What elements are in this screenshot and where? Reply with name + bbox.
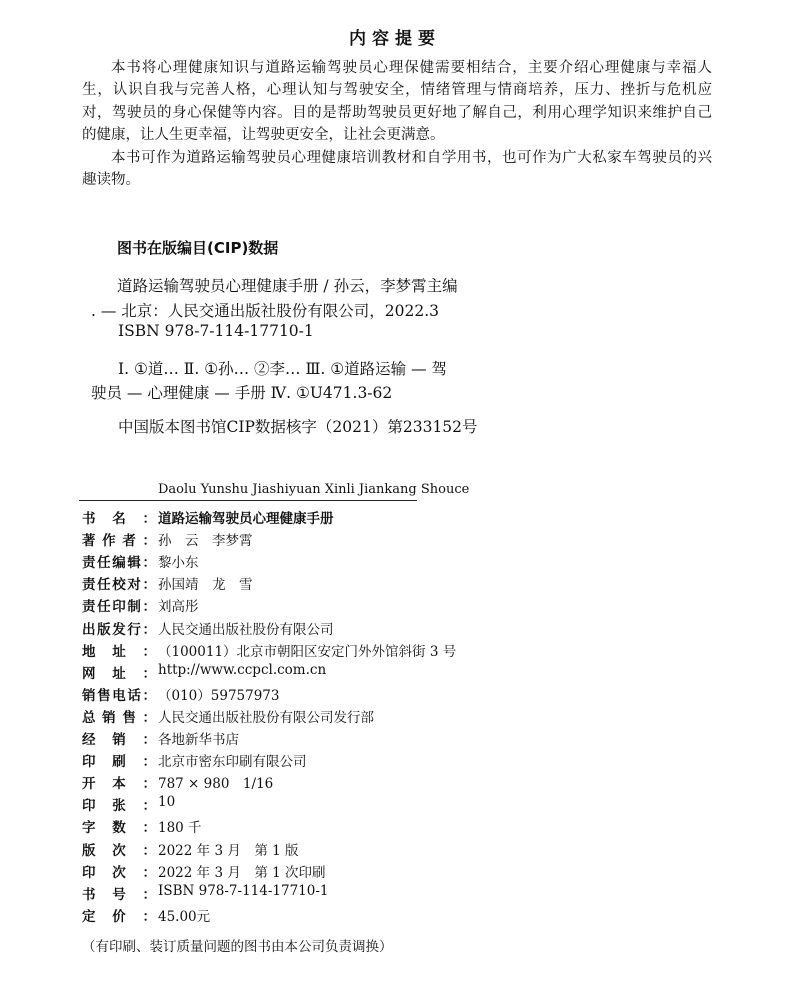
- colophon-label: 定 价 ：: [82, 908, 156, 925]
- colophon-value: 孙国靖 龙 雪: [158, 577, 253, 594]
- colophon-label: 责 任 印 制 ：: [82, 599, 156, 616]
- cip-line: 道路运输驾驶员心理健康手册 / 孙云，李梦霄主编: [117, 277, 458, 295]
- colophon-value: 孙 云 李梦霄: [158, 533, 253, 550]
- cip-line: 中国版本图书馆CIP数据核字（2021）第233152号: [118, 418, 478, 436]
- summary-line: 本书可作为道路运输驾驶员心理健康培训教材和自学用书，也可作为广大私家车驾驶员的兴: [111, 150, 712, 166]
- colophon-label: 书 名 ：: [82, 511, 156, 527]
- summary-title: 内容提要: [349, 29, 441, 49]
- summary-paragraph-1: [82, 57, 712, 146]
- colophon-label: 总 销 售 ：: [82, 709, 156, 726]
- summary-paragraph-2: [82, 147, 712, 192]
- colophon-value: 刘高彤: [158, 599, 199, 616]
- colophon-label: 经 销 ：: [82, 732, 156, 748]
- colophon-label: 著 作 者 ：: [82, 533, 156, 550]
- colophon-value: 道路运输驾驶员心理健康手册: [158, 511, 334, 527]
- colophon-value: 787 × 980 1/16: [158, 776, 274, 793]
- colophon-value: 10: [158, 794, 176, 811]
- colophon-value: 2022 年 3 月 第 1 版: [158, 842, 299, 859]
- cip-line: 驶员 — 心理健康 — 手册 Ⅳ. ①U471.3-62: [91, 384, 393, 402]
- colophon-label: 字 数 ：: [82, 820, 156, 837]
- colophon-label: 销 售 电 话 ：: [82, 687, 156, 704]
- colophon-value: 人民交通出版社股份有限公司发行部: [158, 709, 374, 726]
- cip-line: ISBN 978-7-114-17710-1: [118, 322, 314, 340]
- pinyin-title: Daolu Yunshu Jiashiyuan Xinli Jiankang Shouce: [158, 482, 470, 497]
- colophon-label: 网 址 ：: [82, 665, 156, 682]
- colophon-value: 2022 年 3 月 第 1 次印刷: [158, 864, 326, 881]
- summary-line: 对，驾驶员的身心保健等内容。目的是帮助驾驶员更好地了解自己，利用心理学知识来维护自己: [82, 104, 712, 121]
- colophon-value: 人民交通出版社股份有限公司: [158, 621, 334, 638]
- colophon-label: 责 任 编 辑 ：: [82, 555, 156, 572]
- colophon-value: ISBN 978-7-114-17710-1: [158, 882, 329, 899]
- colophon-label: 书 号 ：: [82, 886, 156, 903]
- summary-line: 趣读物。: [82, 172, 140, 189]
- colophon-value: 北京市密东印刷有限公司: [158, 754, 307, 771]
- summary-line: 的健康，让人生更幸福，让驾驶更安全，让社会更满意。: [82, 126, 445, 143]
- colophon-value: http://www.ccpcl.com.cn: [158, 661, 327, 678]
- colophon-label: 责 任 校 对 ：: [82, 577, 156, 594]
- colophon-label: 开 本 ：: [82, 776, 156, 793]
- colophon-label: 版 次 ：: [82, 842, 156, 859]
- cip-line: Ⅰ. ①道… Ⅱ. ①孙… ②李… Ⅲ. ①道路运输 — 驾: [118, 360, 447, 378]
- colophon-label: 地 址 ：: [82, 643, 156, 660]
- colophon-label: 印 张 ：: [82, 798, 156, 815]
- cip-line: . — 北京：人民交通出版社股份有限公司，2022.3: [91, 302, 440, 320]
- colophon-label: 出 版 发 行 ：: [82, 621, 156, 638]
- colophon-value: 黎小东: [158, 555, 199, 572]
- colophon-value: （010）59757973: [158, 687, 280, 704]
- colophon-value: （100011）北京市朝阳区安定门外外馆斜街 3 号: [158, 643, 457, 660]
- divider: [79, 500, 417, 501]
- colophon-value: 各地新华书店: [158, 732, 239, 748]
- colophon-value: 45.00元: [158, 908, 211, 925]
- colophon-label: 印 次 ：: [82, 864, 156, 881]
- colophon-value: 180 千: [158, 820, 202, 837]
- colophon-label: 印 刷 ：: [82, 754, 156, 771]
- summary-line: 生，认识自我与完善人格，心理认知与驾驶安全，情绪管理与情商培养，压力、挫折与危机应: [82, 82, 712, 99]
- summary-line: 本书将心理健康知识与道路运输驾驶员心理保健需要相结合，主要介绍心理健康与幸福人: [111, 60, 712, 76]
- footer-note: （有印刷、装订质量问题的图书由本公司负责调换）: [82, 939, 393, 955]
- cip-heading: 图书在版编目(CIP)数据: [117, 239, 279, 257]
